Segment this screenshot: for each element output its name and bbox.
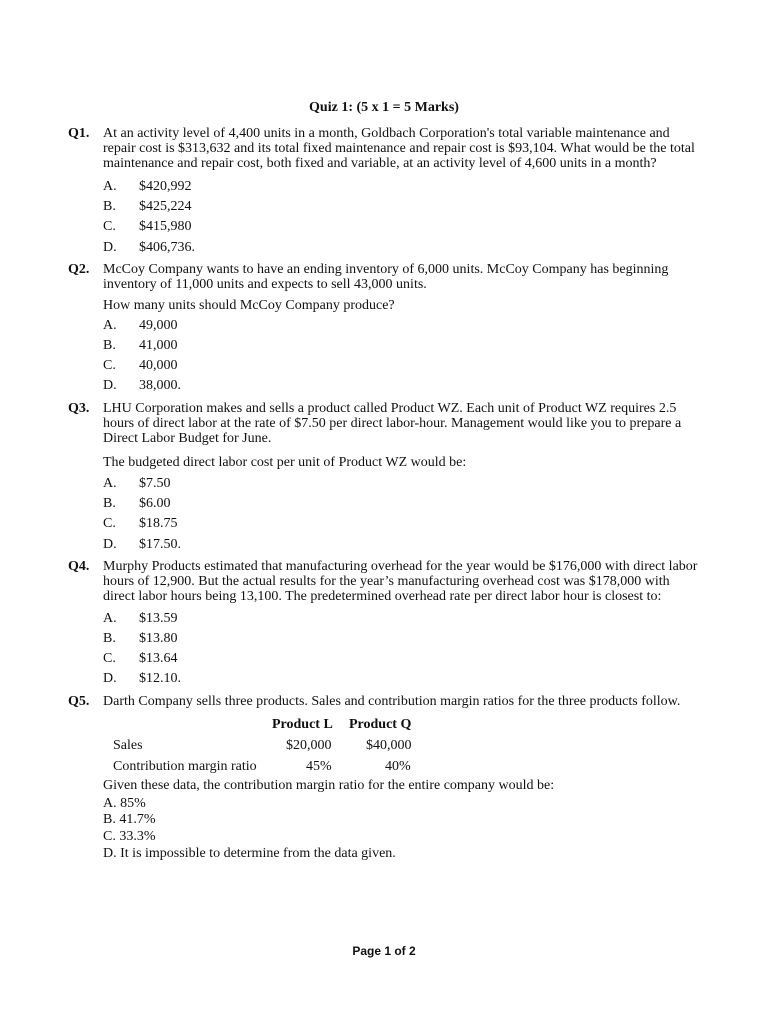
option-text: $13.59 [139,611,178,626]
answer-option [103,496,171,512]
answer-option [103,476,171,492]
option-text: 49,000 [139,318,178,333]
option-letter: B. [103,199,116,214]
table-cell: $20,000 [286,738,332,753]
answer-option [103,671,181,687]
option-text: 40,000 [139,358,178,373]
option-letter: A. [103,796,117,811]
option-text: 38,000. [139,378,181,393]
option-text: $406,736. [139,240,195,255]
option-text: $7.50 [139,476,171,491]
page-number: Page 1 of 2 [352,944,416,958]
option-letter: A. [103,476,117,491]
option-text: $13.64 [139,651,178,666]
option-letter: A. [103,179,117,194]
answer-option [103,219,192,235]
option-text: 33.3% [119,829,156,844]
table-header: Product L [272,717,333,732]
question-number: Q2. [68,262,90,277]
option-letter: C. [103,651,116,666]
question-number: Q3. [68,401,90,416]
question-text: At an activity level of 4,400 units in a month, Goldbach Corporation's total variable maintenance and repair cost is $313,632 and its total fixed maintenance and repair cost is $93,104. What would be the total maintenance and repair cost, both fixed and variable, at an activity level of 4,600 units in a month? [103,126,695,171]
answer-option [103,631,178,647]
option-letter: B. [103,496,116,511]
question-text: LHU Corporation makes and sells a product called Product WZ. Each unit of Product WZ requires 2.5 hours of direct labor at the rate of $7.50 per direct labor-hour. Management would like you to prepare a Direct Labor Budget for June. [103,401,682,446]
question-prompt: Given these data, the contribution margin ratio for the entire company would be: [103,778,555,793]
answer-option [103,179,192,195]
option-text: $425,224 [139,199,192,214]
option-text: 41.7% [119,812,156,827]
table-cell: $40,000 [366,738,412,753]
table-row-label: Contribution margin ratio [113,759,257,774]
option-text: It is impossible to determine from the data given. [120,846,396,861]
option-text: $13.80 [139,631,178,646]
question-number: Q5. [68,694,90,709]
answer-option [103,829,156,845]
answer-option [103,796,146,812]
question-prompt: How many units should McCoy Company produce? [103,298,395,313]
option-letter: B. [103,338,116,353]
option-text: $17.50. [139,537,181,552]
option-letter: B. [103,812,116,827]
answer-option [103,812,156,828]
option-letter: D. [103,846,117,861]
option-letter: D. [103,671,117,686]
option-letter: A. [103,611,117,626]
option-text: 41,000 [139,338,178,353]
quiz-title: Quiz 1: (5 x 1 = 5 Marks) [309,100,459,115]
answer-option [103,846,396,862]
answer-option [103,516,178,532]
option-letter: B. [103,631,116,646]
option-letter: D. [103,240,117,255]
answer-option [103,338,178,354]
answer-option [103,199,192,215]
option-letter: C. [103,358,116,373]
option-letter: D. [103,378,117,393]
question-text: Murphy Products estimated that manufacturing overhead for the year would be $176,000 with direct labor hours of 12,900. But the actual results for the year’s manufacturing overhead cost was $178,000 with direct labor hours being 13,100. The predetermined overhead rate per direct labor hour is closest to: [103,559,698,604]
answer-option [103,651,178,667]
answer-option [103,378,181,394]
question-number: Q4. [68,559,90,574]
option-letter: C. [103,219,116,234]
option-text: $6.00 [139,496,171,511]
table-row-label: Sales [113,738,143,753]
answer-option [103,537,181,553]
question-text: McCoy Company wants to have an ending inventory of 6,000 units. McCoy Company has beginning inventory of 11,000 units and expects to sell 43,000 units. [103,262,669,292]
answer-option [103,318,178,334]
option-letter: D. [103,537,117,552]
answer-option [103,611,178,627]
answer-option [103,358,178,374]
question-prompt: The budgeted direct labor cost per unit of Product WZ would be: [103,455,467,470]
answer-option [103,240,195,256]
table-cell: 40% [385,759,411,774]
option-text: $18.75 [139,516,178,531]
table-cell: 45% [306,759,332,774]
option-text: $420,992 [139,179,192,194]
option-letter: A. [103,318,117,333]
question-text: Darth Company sells three products. Sales and contribution margin ratios for the three products follow. [103,694,681,709]
option-letter: C. [103,829,116,844]
option-text: $415,980 [139,219,192,234]
table-header: Product Q [349,717,412,732]
option-text: 85% [120,796,146,811]
question-number: Q1. [68,126,90,141]
option-text: $12.10. [139,671,181,686]
option-letter: C. [103,516,116,531]
